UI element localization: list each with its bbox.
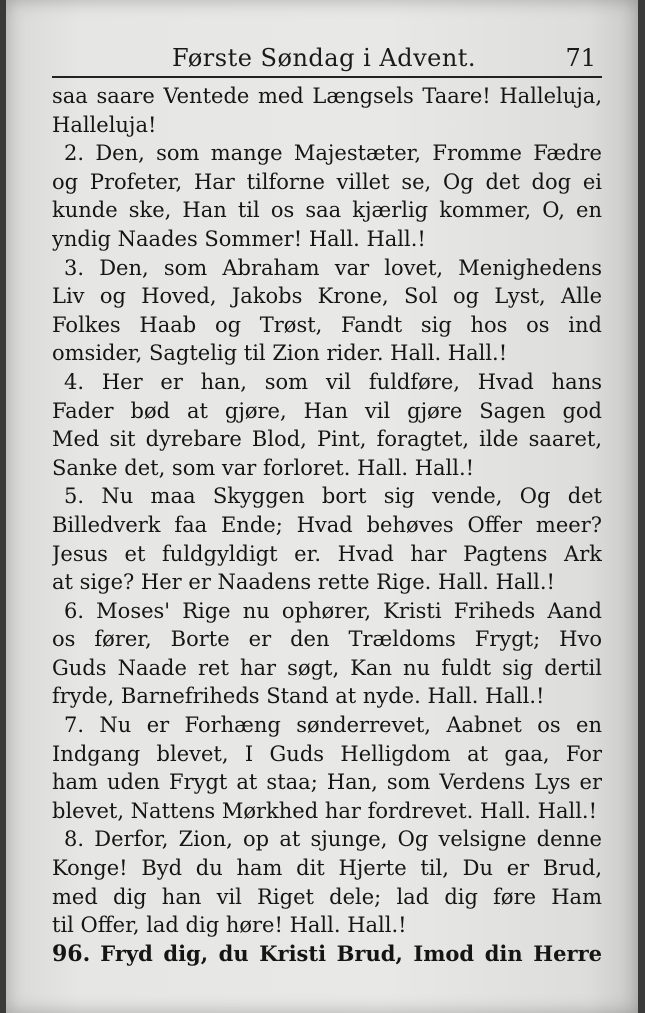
page-header <box>52 40 602 78</box>
text-line: kunde ske, Han til os saa kjærlig kommer, O, en <box>52 198 602 223</box>
text-line: Folkes Haab og Trøst, Fandt sig hos os ind <box>52 312 602 337</box>
text-line: 7. Nu er Forhæng sønderrevet, Aabnet os en <box>64 713 602 738</box>
book-page <box>6 0 638 1013</box>
text-line: 3. Den, som Abraham var lovet, Menighedens <box>64 255 602 280</box>
text-line: Guds Naade ret har søgt, Kan nu fuldt sig dertil <box>52 655 602 680</box>
text-line: med dig han vil Riget dele; lad dig føre Ham <box>52 884 602 909</box>
hymn-text <box>52 82 602 940</box>
text-line: 4. Her er han, som vil fuldføre, Hvad hans <box>64 369 602 394</box>
hymn-title: Fryd dig, du Kristi Brud, Imod din Herre <box>100 940 602 966</box>
text-line: Fader bød at gjøre, Han vil gjøre Sagen god <box>52 398 602 423</box>
text-line: 8. Derfor, Zion, op at sjunge, Og velsigne denne <box>64 827 602 852</box>
text-line: Liv og Hoved, Jakobs Krone, Sol og Lyst, Alle <box>52 284 602 309</box>
hymn-number: 96. <box>52 940 91 967</box>
text-line: Billedverk faa Ende; Hvad behøves Offer meer? <box>52 512 602 537</box>
text-line: yndig Naades Sommer! Hall. Hall.! <box>52 226 426 251</box>
text-line: Konge! Byd du ham dit Hjerte til, Du er Brud, <box>52 856 602 881</box>
text-line: blevet, Nattens Mørkhed har fordrevet. Hall. Hall.! <box>52 798 598 823</box>
text-line: os fører, Borte er den Trældoms Frygt; Hvo <box>52 627 602 652</box>
text-line: 2. Den, som mange Majestæter, Fromme Fædre <box>64 141 602 166</box>
text-line: og Profeter, Har tilforne villet se, Og det dog ei <box>52 169 602 194</box>
running-head: Første Søndag i Advent. <box>172 44 477 72</box>
text-line: at sige? Her er Naadens rette Rige. Hall. Hall.! <box>52 570 555 595</box>
text-line: Indgang blevet, I Guds Helligdom at gaa, For <box>52 741 602 766</box>
text-line: Med sit dyrebare Blod, Pint, foragtet, ilde saaret, <box>52 427 602 452</box>
text-line: saa saare Ventede med Længsels Taare! Halleluja, <box>52 84 602 108</box>
text-line: fryde, Barnefriheds Stand at nyde. Hall. Hall.! <box>52 684 545 709</box>
text-line: Halleluja! <box>52 112 157 137</box>
page-number: 71 <box>565 44 596 72</box>
text-line: Jesus et fuldgyldigt er. Hvad har Pagtens Ark <box>52 541 602 566</box>
text-line: ham uden Frygt at staa; Han, som Verdens Lys er <box>52 770 602 795</box>
text-line: Sanke det, som var forloret. Hall. Hall.! <box>52 455 475 480</box>
text-line: 5. Nu maa Skyggen bort sig vende, Og det <box>64 484 602 509</box>
next-hymn-heading <box>52 940 602 969</box>
text-line: til Offer, lad dig høre! Hall. Hall.! <box>52 913 407 938</box>
page-content <box>52 40 602 968</box>
text-line: 6. Moses' Rige nu ophører, Kristi Friheds Aand <box>64 598 602 623</box>
text-line: omsider, Sagtelig til Zion rider. Hall. Hall.! <box>52 341 508 366</box>
